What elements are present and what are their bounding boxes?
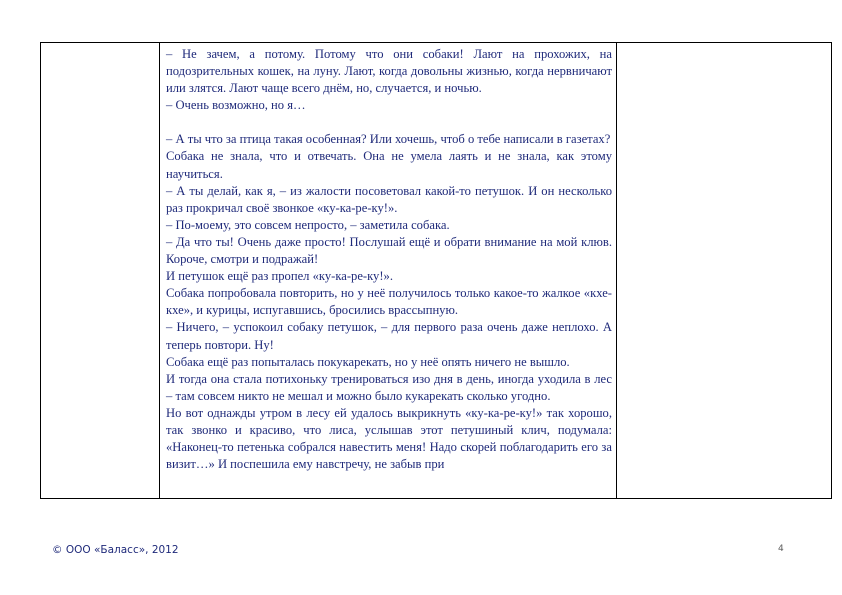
story-paragraph: Собака попробовала повторить, но у неё получилось только какое-то жалкое «кхе-кхе», и курицы, испугавшись, бросились врассыпную. (166, 286, 612, 318)
story-paragraph: – Ничего, – успокоил собаку петушок, – для первого раза очень даже неплохо. А теперь повтори. Ну! (166, 320, 612, 352)
story-text (160, 43, 616, 498)
story-paragraph: Собака не знала, что и отвечать. Она не умела лаять и не знала, как этому научиться. (166, 149, 612, 181)
story-paragraph: – А ты делай, как я, – из жалости посоветовал какой-то петушок. И он несколько раз прокричал своё звонкое «ку-ка-ре-ку!». (166, 183, 612, 215)
paragraph-spacer (166, 114, 612, 131)
left-empty-cell (41, 43, 160, 499)
story-paragraph: И петушок ещё раз пропел «ку-ка-ре-ку!». (166, 269, 393, 284)
story-paragraph: – По-моему, это совсем непросто, – заметила собака. (166, 217, 450, 232)
story-paragraph: – Да что ты! Очень даже просто! Послушай ещё и обрати внимание на мой клюв. Короче, смотри и подражай! (166, 234, 612, 267)
story-cell (160, 43, 617, 499)
right-empty-cell (617, 43, 832, 499)
table-row (41, 43, 832, 499)
content-table (40, 42, 832, 499)
copyright-footer: © ООО «Баласс», 2012 (52, 544, 179, 556)
page-number: 4 (778, 544, 784, 554)
story-paragraph: Но вот однажды утром в лесу ей удалось выкрикнуть «ку-ка-ре-ку!» так хорошо, так звонко и красиво, что лиса, услышав этот петушиный клич, подумала: «Наконец-то петенька собрался навестить меня! Надо скорей поблагодарить его за визит…» И поспешила ему навстречу, не забыв при (166, 405, 612, 472)
story-paragraph: – А ты что за птица такая особенная? Или хочешь, чтоб о тебе написали в газетах? (166, 132, 611, 147)
story-paragraph: И тогда она стала потихоньку тренироваться изо дня в день, иногда уходила в лес – там совсем никто не мешал и можно было кукарекать сколько угодно. (166, 371, 612, 403)
story-paragraph: – Очень возможно, но я… (166, 98, 306, 113)
story-paragraph: – Не зачем, а потому. Потому что они собаки! Лают на прохожих, на подозрительных кошек, на луну. Лают, когда довольны жизнью, когда нервничают или злятся. Лают чаще всего днём, но, случается, и ночью. (166, 47, 612, 96)
story-paragraph: Собака ещё раз попыталась покукарекать, но у неё опять ничего не вышло. (166, 354, 570, 369)
